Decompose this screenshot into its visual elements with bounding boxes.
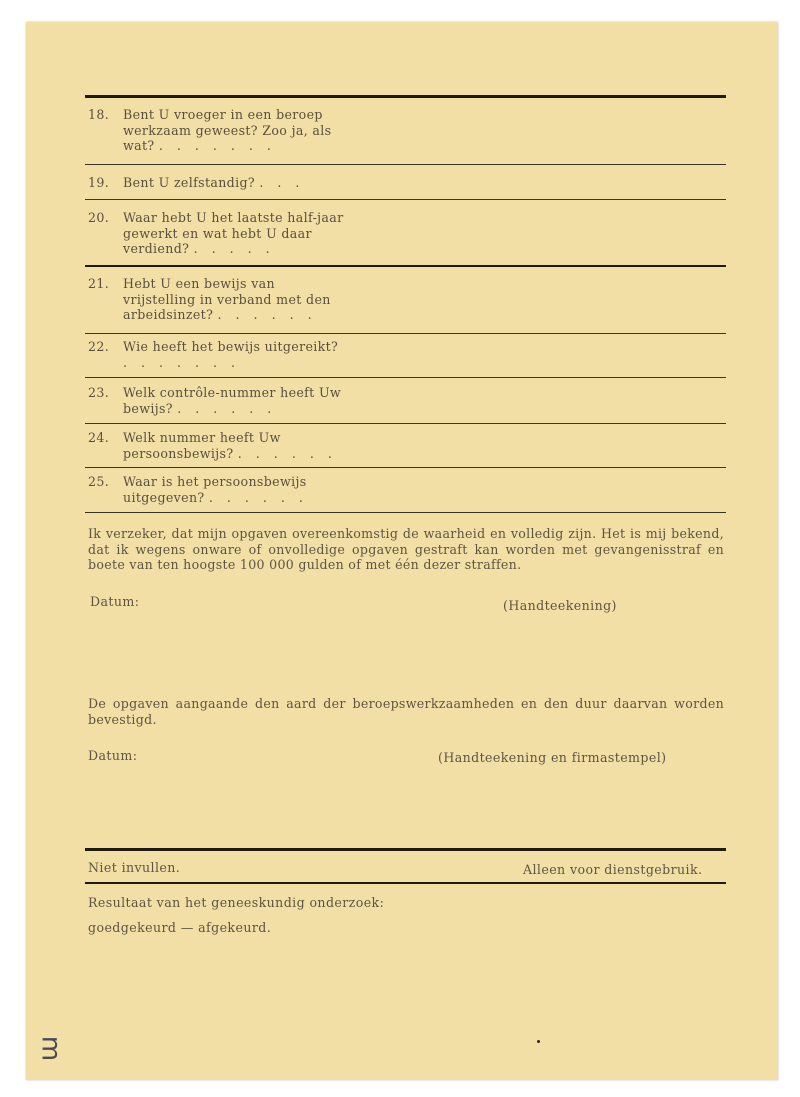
question-text: Wie heeft het bewijs uitgereikt? bbox=[123, 339, 339, 354]
question-25 bbox=[88, 474, 348, 505]
question-text: Hebt U een bewijs van vrijstelling in verband met den arbeidsinzet? bbox=[123, 276, 331, 322]
question-text: Waar hebt U het laatste half-jaar gewerkt en wat hebt U daar verdiend? bbox=[123, 210, 344, 256]
row-divider bbox=[85, 333, 726, 334]
question-text: Welk nummer heeft Uw persoonsbewijs? bbox=[123, 430, 281, 461]
question-text: Welk contrôle-nummer heeft Uw bewijs? bbox=[123, 385, 342, 416]
leader-dots: . . . . . . bbox=[237, 445, 337, 461]
question-number: 23. bbox=[88, 385, 110, 400]
row-divider bbox=[85, 377, 726, 378]
question-number: 19. bbox=[88, 175, 110, 190]
question-text: Bent U vroeger in een beroep werkzaam geweest? Zoo ja, als wat? bbox=[123, 107, 332, 153]
question-23 bbox=[88, 385, 348, 416]
leader-dots: . . . . . . bbox=[217, 307, 317, 322]
question-20 bbox=[88, 210, 348, 257]
date-label: Datum: bbox=[88, 748, 138, 763]
ink-dot bbox=[537, 1040, 540, 1043]
question-number: 20. bbox=[88, 210, 110, 225]
signature-label: (Handteekening) bbox=[503, 598, 617, 613]
medical-result-options: goedgekeurd — afgekeurd. bbox=[88, 920, 272, 935]
section-rule bbox=[85, 265, 726, 267]
question-18 bbox=[88, 107, 348, 154]
question-text: Waar is het persoonsbewijs uitgegeven? bbox=[123, 474, 307, 505]
handwritten-mark: ᴟ bbox=[42, 1030, 59, 1060]
question-number: 21. bbox=[88, 276, 110, 291]
office-rule bbox=[85, 848, 726, 851]
row-divider bbox=[85, 467, 726, 468]
row-divider bbox=[85, 164, 726, 165]
leader-dots: . . . . . . . bbox=[158, 138, 276, 153]
confirmation-text: De opgaven aangaande den aard der beroepswerkzaamheden en den duur daarvan worden bevestigd. bbox=[88, 696, 724, 727]
medical-result-label: Resultaat van het geneeskundig onderzoek: bbox=[88, 895, 385, 910]
question-text: Bent U zelfstandig? bbox=[123, 175, 255, 190]
signature-stamp-label: (Handteekening en firmastempel) bbox=[438, 750, 667, 765]
leader-dots: . . . . . . bbox=[208, 489, 308, 505]
leader-dots: . . . . . bbox=[193, 241, 275, 256]
question-number: 22. bbox=[88, 339, 110, 354]
leader-dots: . . . bbox=[259, 175, 305, 190]
date-label: Datum: bbox=[90, 594, 140, 609]
row-divider bbox=[85, 512, 726, 513]
question-number: 25. bbox=[88, 474, 110, 489]
row-divider bbox=[85, 199, 726, 200]
top-rule bbox=[85, 95, 726, 98]
question-24 bbox=[88, 430, 348, 461]
row-divider bbox=[85, 423, 726, 424]
question-number: 18. bbox=[88, 107, 110, 122]
official-use-label: Alleen voor dienstgebruik. bbox=[523, 862, 703, 877]
question-21 bbox=[88, 276, 348, 323]
leader-dots: . . . . . . bbox=[177, 400, 277, 416]
office-rule-lower bbox=[85, 882, 726, 884]
leader-dots: . . . . . . . bbox=[123, 354, 241, 370]
question-22 bbox=[88, 339, 348, 370]
declaration-text: Ik verzeker, dat mijn opgaven overeenkomstig de waarheid en volledig zijn. Het is mij bekend, dat ik wegens onware of onvolledige opgaven gestraft kan worden met gevangenisstraf en boete van ten hoogste 100 000 gulden of met één dezer straffen. bbox=[88, 526, 724, 572]
question-number: 24. bbox=[88, 430, 110, 445]
do-not-fill-label: Niet invullen. bbox=[88, 860, 181, 875]
question-19 bbox=[88, 175, 348, 191]
